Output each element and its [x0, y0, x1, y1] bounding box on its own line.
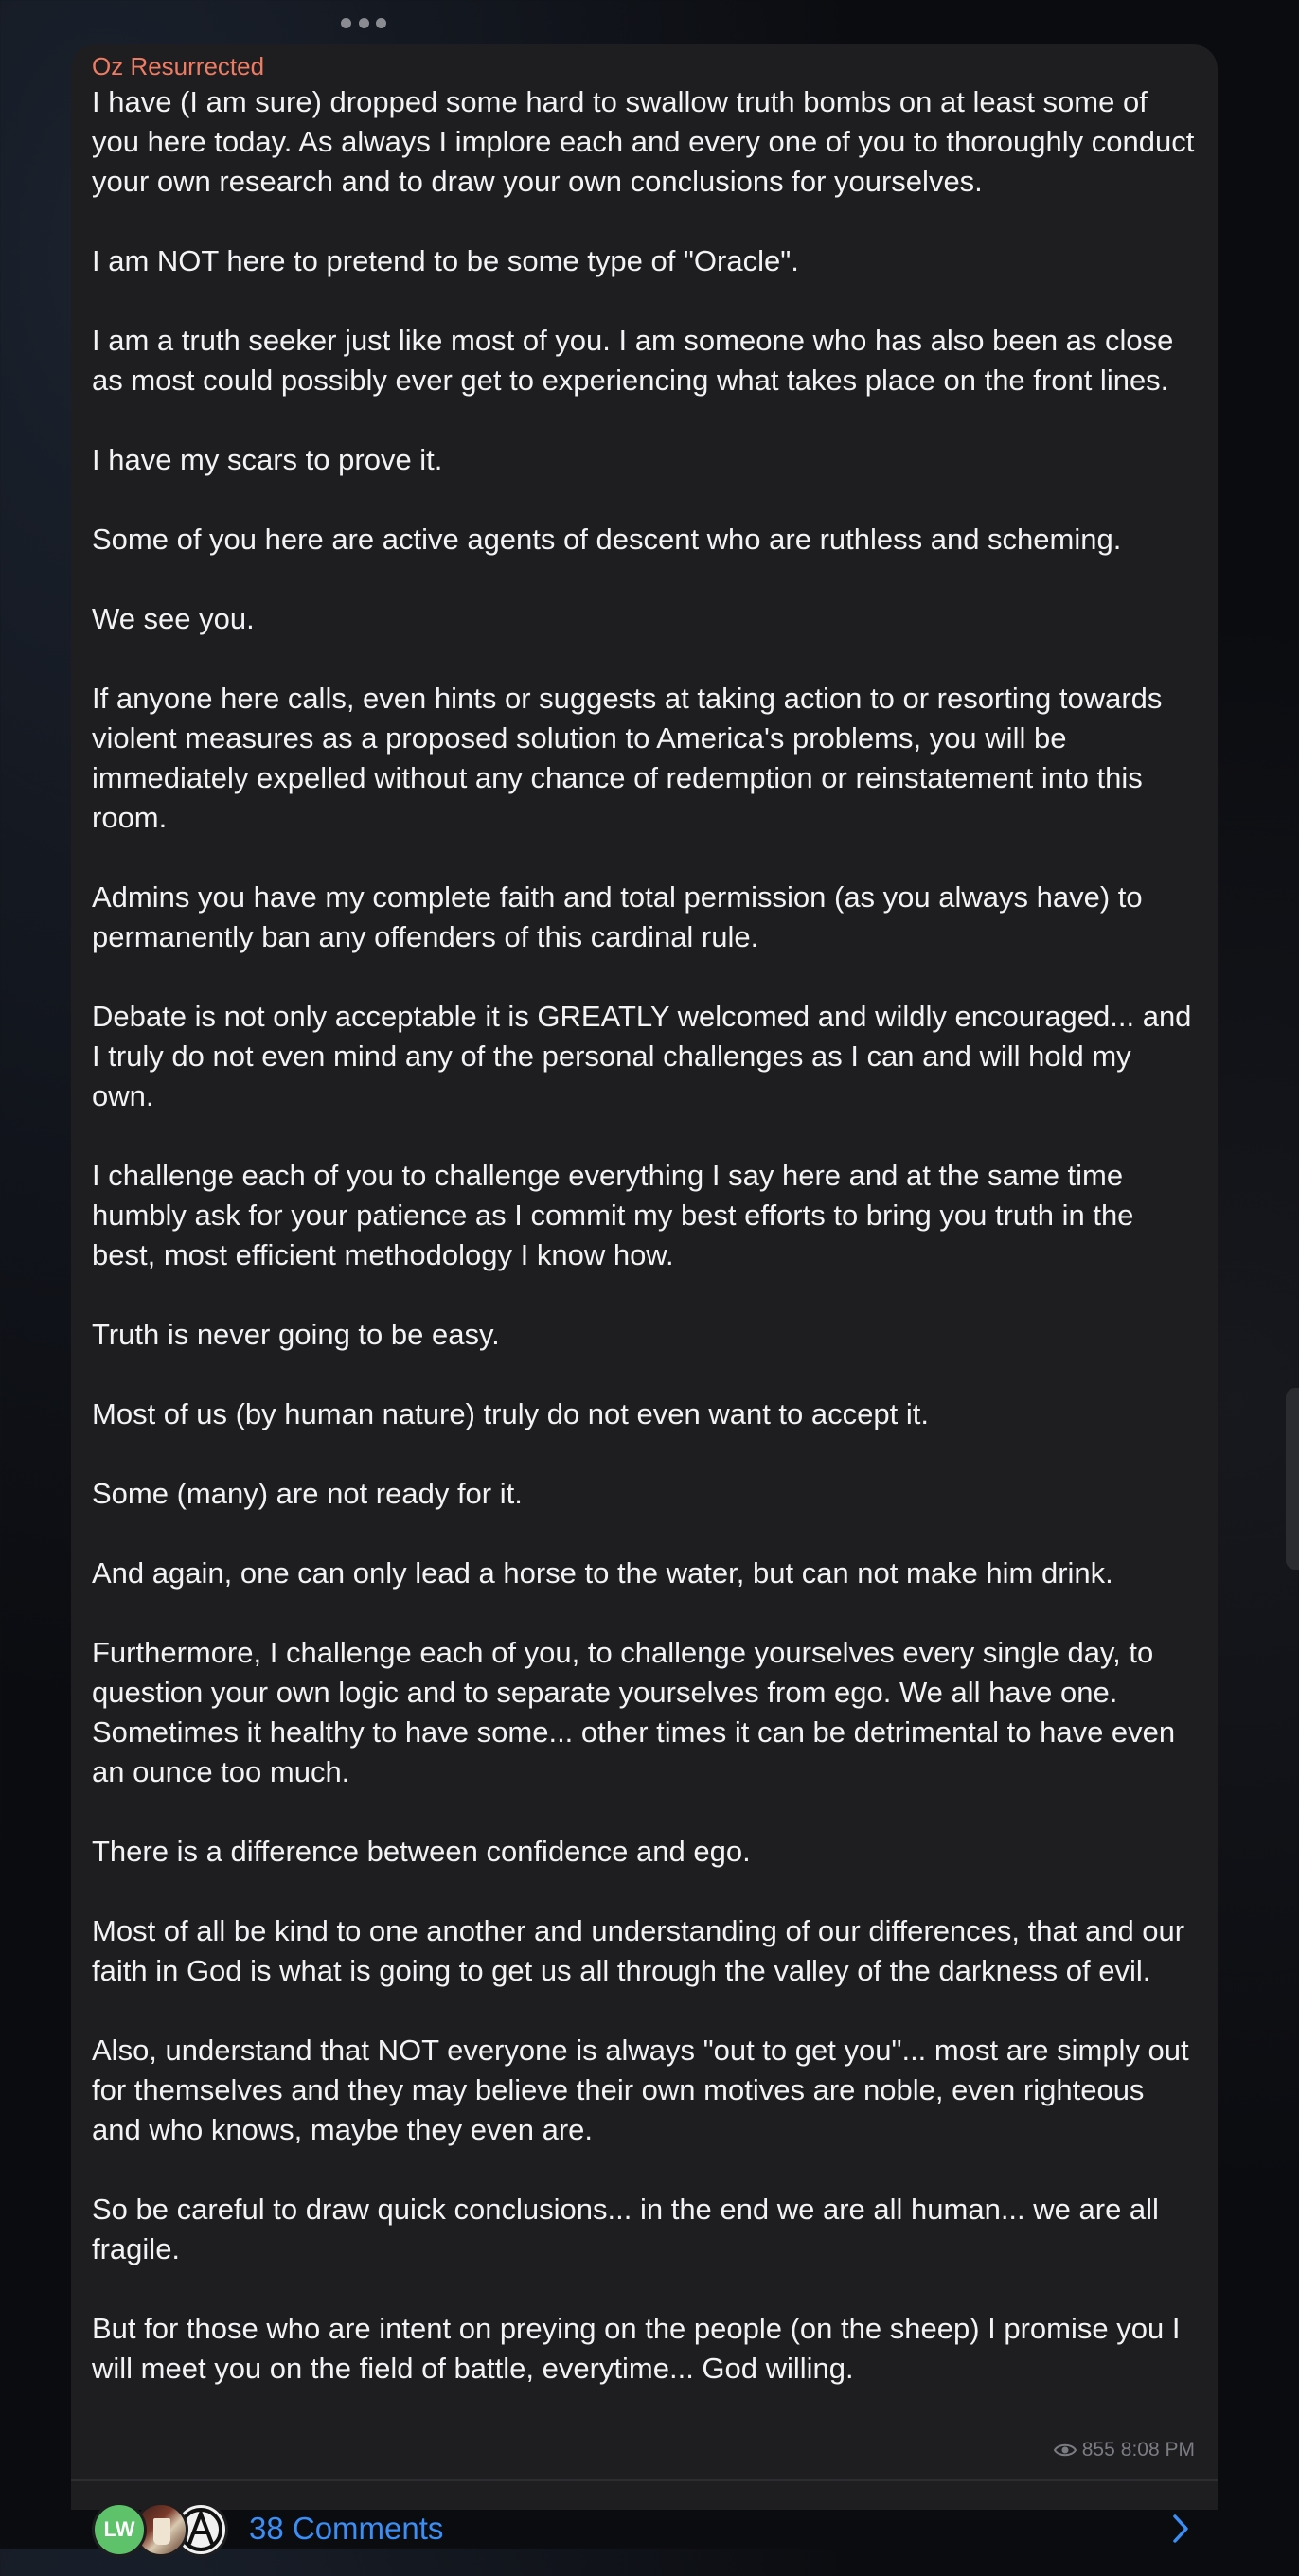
message-bubble	[71, 44, 1218, 2546]
dot	[341, 18, 351, 28]
dot	[359, 18, 369, 28]
paragraph: I am NOT here to pretend to be some type of "Oracle".	[92, 244, 799, 277]
paragraph: Admins you have my complete faith and total permission (as you always have) to permanently ban any offenders of this cardinal rule.	[92, 880, 1143, 953]
paragraph: Most of us (by human nature) truly do not even want to accept it.	[92, 1397, 929, 1430]
paragraph: Most of all be kind to one another and understanding of our differences, that and our faith in God is what is going to get us all through the valley of the darkness of evil.	[92, 1914, 1185, 1987]
sender-name[interactable]: Oz Resurrected	[92, 52, 265, 80]
eye-icon	[1054, 2442, 1077, 2459]
message-text	[92, 82, 1200, 2389]
avatar	[92, 2502, 147, 2557]
paragraph: So be careful to draw quick conclusions... in the end we are all human... we are all fragile.	[92, 2193, 1159, 2265]
paragraph: Debate is not only acceptable it is GREATLY welcomed and wildly encouraged... and I truly do not even mind any of the personal challenges as I can and will hold my own.	[92, 1000, 1192, 1112]
paragraph: I am a truth seeker just like most of you. I am someone who has also been as close as most could possibly ever get to experiencing what takes place on the front lines.	[92, 324, 1174, 397]
timestamp: 8:08 PM	[1120, 2439, 1195, 2461]
paragraph: Truth is never going to be easy.	[92, 1318, 500, 1351]
more-options-icon[interactable]	[341, 17, 386, 28]
paragraph: Also, understand that NOT everyone is always "out to get you"... most are simply out for themselves and they may believe their own motives are noble, even righteous and who knows, maybe they even are.	[92, 2034, 1189, 2146]
paragraph: There is a difference between confidence and ego.	[92, 1835, 751, 1868]
paragraph: Furthermore, I challenge each of you, to challenge yourselves every single day, to question your own logic and to separate yourselves from ego. We all have one. Sometimes it healthy to have some... other times it can be detrimental to have even an ounce too much.	[92, 1636, 1176, 1788]
paragraph: If anyone here calls, even hints or suggests at taking action to or resorting towards violent measures as a proposed solution to America's problems, you will be immediately expelled without any chance of redemption or reinstatement into this room.	[92, 682, 1163, 834]
avatar-initials: LW	[103, 2517, 135, 2541]
paragraph: I have my scars to prove it.	[92, 443, 443, 476]
paragraph: I have (I am sure) dropped some hard to swallow truth bombs on at least some of you here today. As always I implore each and every one of you to thoroughly conduct your own research and to draw your own conclusions for yourselves.	[92, 85, 1195, 198]
paragraph: Some (many) are not ready for it.	[92, 1477, 523, 1510]
comments-button[interactable]	[71, 2479, 1218, 2576]
side-panel-handle[interactable]	[1286, 1388, 1299, 1570]
chevron-right-icon[interactable]	[1169, 2512, 1192, 2546]
dot	[376, 18, 386, 28]
paragraph: But for those who are intent on preying on the people (on the sheep) I promise you I will meet you on the field of battle, everytime... God willing.	[92, 2312, 1181, 2385]
paragraph: And again, one can only lead a horse to the water, but can not make him drink.	[92, 1556, 1113, 1590]
paragraph: I challenge each of you to challenge everything I say here and at the same time humbly ask for your patience as I commit my best efforts to bring you truth in the best, most efficient methodology I know how.	[92, 1159, 1134, 1271]
paragraph: Some of you here are active agents of descent who are ruthless and scheming.	[92, 523, 1122, 556]
paragraph: We see you.	[92, 602, 255, 635]
view-count: 855	[1081, 2439, 1115, 2461]
message-meta	[1054, 2438, 1195, 2462]
cup-icon	[153, 2518, 170, 2545]
comments-count-label[interactable]: 38 Comments	[249, 2511, 444, 2546]
